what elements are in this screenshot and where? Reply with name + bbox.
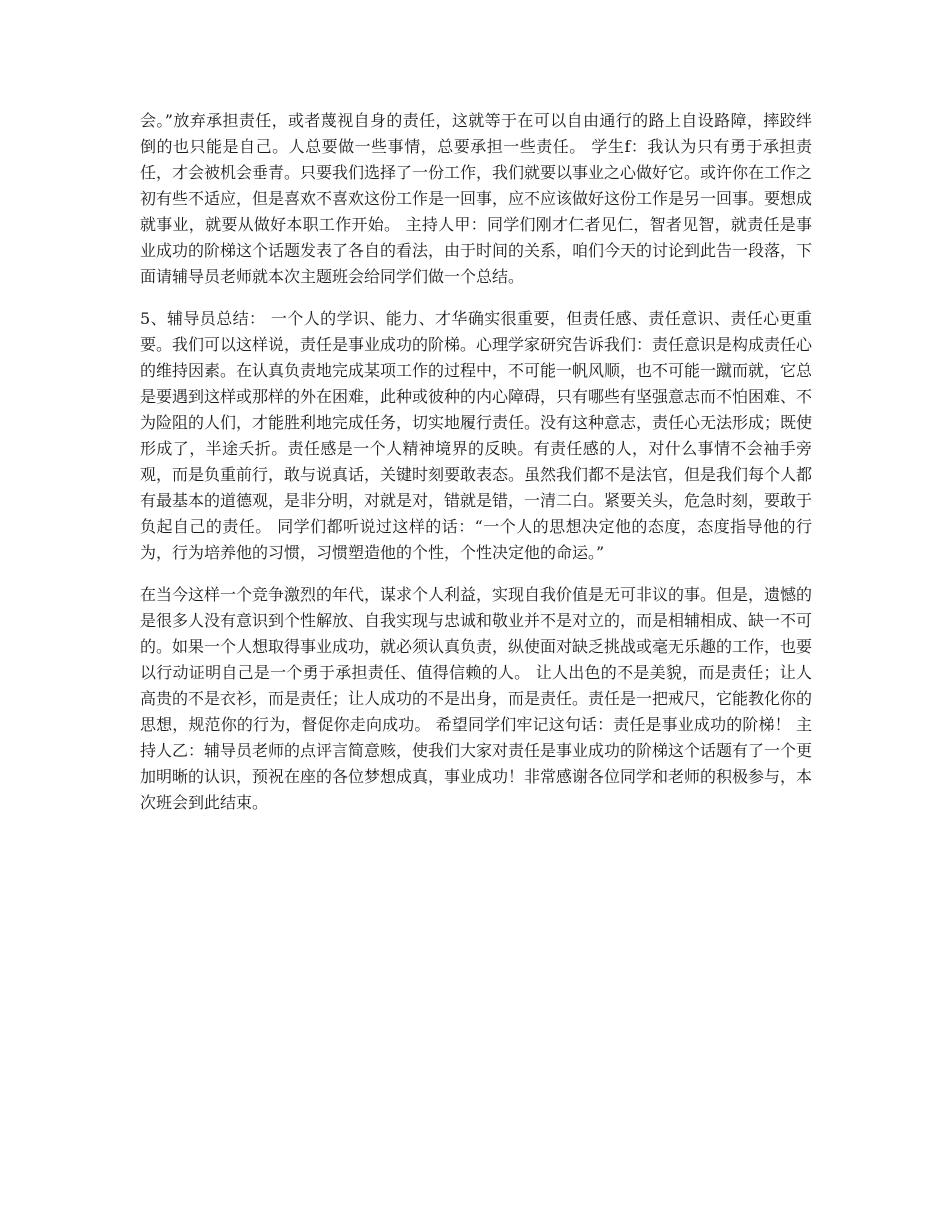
paragraph-closing: 在当今这样一个竞争激烈的年代，谋求个人利益，实现自我价值是无可非议的事。但是，遗憾的是很多人没有意识到个性解放、自我实现与忠诚和敬业并不是对立的，而是相辅相成、缺一不可的。如果一个人想取得事业成功，就必须认真负责，纵使面对缺乏挑战或毫无乐趣的工作，也要以行动证明自己是一个勇于承担责任、值得信赖的人。 让人出色的不是美貌，而是责任；让人高贵的不是衣衫，而是责任；让人成功的不是出身，而是责任。责任是一把戒尺，它能教化你的思想，规范你的行为，督促你走向成功。 希望同学们牢记这句话：责任是事业成功的阶梯！ 主持人乙：辅导员老师的点评言简意赅，使我们大家对责任是事业成功的阶梯这个话题有了一个更加明晰的认识，预祝在座的各位梦想成真，事业成功！非常感谢各位同学和老师的积极参与，本次班会到此结束。: [140, 585, 813, 812]
document-body: [140, 108, 812, 832]
paragraph-counselor-summary: 5、辅导员总结： 一个人的学识、能力、才华确实很重要，但责任感、责任意识、责任心更重要。我们可以这样说，责任是事业成功的阶梯。心理学家研究告诉我们：责任意识是构成责任心的维持因素。在认真负责地完成某项工作的过程中，不可能一帆风顺，也不可能一蹴而就，它总是要遇到这样或那样的外在困难，此种或彼种的内心障碍，只有哪些有坚强意志而不怕困难、不为险阻的人们，才能胜利地完成任务，切实地履行责任。没有这种意志，责任心无法形成；既使形成了，半途夭折。责任感是一个人精神境界的反映。有责任感的人，对什么事情不会袖手旁观，而是负重前行，敢与说真话，关键时刻要敢表态。虽然我们都不是法官，但是我们每个人都有最基本的道德观，是非分明，对就是对，错就是错，一清二白。紧要关头，危急时刻，要敢于负起自己的责任。 同学们都听说过这样的话：“一个人的思想决定他的态度，态度指导他的行为，行为培养他的习惯，习惯塑造他的个性，个性决定他的命运。”: [140, 309, 813, 562]
paragraph-discussion: 会。”放弃承担责任，或者蔑视自身的责任，这就等于在可以自由通行的路上自设路障，摔跤绊倒的也只能是自己。人总要做一些事情，总要承担一些责任。 学生f：我认为只有勇于承担责任，才会被机会垂青。只要我们选择了一份工作，我们就要以事业之心做好它。或许你在工作之初有些不适应，但是喜欢不喜欢这份工作是一回事，应不应该做好这份工作是另一回事。要想成就事业，就要从做好本职工作开始。 主持人甲：同学们刚才仁者见仁，智者见智，就责任是事业成功的阶梯这个话题发表了各自的看法，由于时间的关系，咱们今天的讨论到此告一段落，下面请辅导员老师就本次主题班会给同学们做一个总结。: [140, 111, 813, 286]
